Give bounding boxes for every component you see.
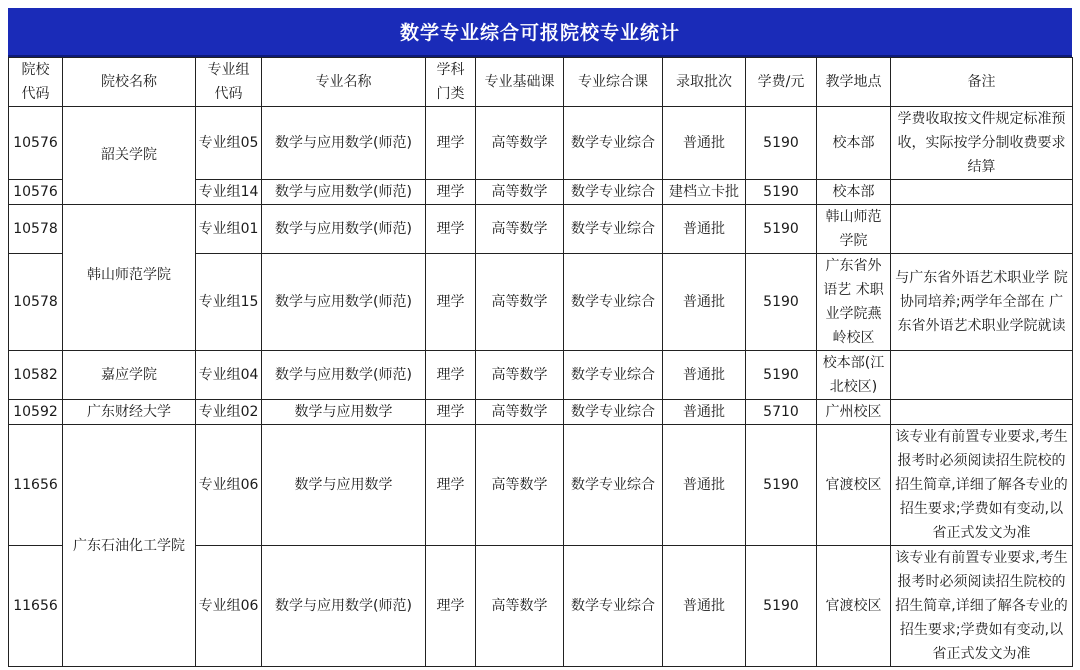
major-name: 数学与应用数学(师范) [262, 180, 426, 205]
fee: 5190 [746, 254, 817, 351]
remark [891, 400, 1073, 425]
school-code: 10582 [9, 351, 63, 400]
table-row [9, 351, 1073, 400]
major-name: 数学与应用数学(师范) [262, 254, 426, 351]
basic-course: 高等数学 [476, 546, 564, 667]
header-comprehensive-course: 专业综合课 [564, 58, 663, 107]
school-code: 10576 [9, 107, 63, 180]
fee: 5190 [746, 351, 817, 400]
header-location: 教学地点 [817, 58, 891, 107]
school-name: 广东石油化工学院 [63, 425, 196, 667]
major-name: 数学与应用数学(师范) [262, 205, 426, 254]
location: 韩山师范学院 [817, 205, 891, 254]
batch: 普通批 [663, 546, 746, 667]
batch: 普通批 [663, 107, 746, 180]
table-row [9, 400, 1073, 425]
group-code: 专业组05 [196, 107, 262, 180]
table-row [9, 107, 1073, 180]
major-name: 数学与应用数学 [262, 425, 426, 546]
batch: 建档立卡批 [663, 180, 746, 205]
fee: 5190 [746, 425, 817, 546]
fee: 5190 [746, 107, 817, 180]
comprehensive-course: 数学专业综合 [564, 180, 663, 205]
group-code: 专业组04 [196, 351, 262, 400]
batch: 普通批 [663, 425, 746, 546]
basic-course: 高等数学 [476, 205, 564, 254]
comprehensive-course: 数学专业综合 [564, 546, 663, 667]
header-row [9, 58, 1073, 107]
batch: 普通批 [663, 205, 746, 254]
table-row [9, 205, 1073, 254]
fee: 5190 [746, 546, 817, 667]
comprehensive-course: 数学专业综合 [564, 205, 663, 254]
comprehensive-course: 数学专业综合 [564, 400, 663, 425]
category: 理学 [426, 254, 476, 351]
header-school-name: 院校名称 [63, 58, 196, 107]
header-batch: 录取批次 [663, 58, 746, 107]
category: 理学 [426, 180, 476, 205]
basic-course: 高等数学 [476, 425, 564, 546]
school-code: 10578 [9, 254, 63, 351]
header-category: 学科 门类 [426, 58, 476, 107]
basic-course: 高等数学 [476, 180, 564, 205]
basic-course: 高等数学 [476, 254, 564, 351]
header-major-name: 专业名称 [262, 58, 426, 107]
school-code: 11656 [9, 425, 63, 546]
major-name: 数学与应用数学(师范) [262, 351, 426, 400]
table-row [9, 425, 1073, 546]
location: 校本部(江北校区) [817, 351, 891, 400]
header-fee: 学费/元 [746, 58, 817, 107]
school-name: 嘉应学院 [63, 351, 196, 400]
basic-course: 高等数学 [476, 400, 564, 425]
fee: 5710 [746, 400, 817, 425]
location: 广州校区 [817, 400, 891, 425]
category: 理学 [426, 546, 476, 667]
group-code: 专业组15 [196, 254, 262, 351]
school-name: 韩山师范学院 [63, 205, 196, 351]
basic-course: 高等数学 [476, 351, 564, 400]
school-code: 10576 [9, 180, 63, 205]
location: 官渡校区 [817, 546, 891, 667]
group-code: 专业组01 [196, 205, 262, 254]
fee: 5190 [746, 180, 817, 205]
header-remark: 备注 [891, 58, 1073, 107]
group-code: 专业组06 [196, 425, 262, 546]
batch: 普通批 [663, 254, 746, 351]
category: 理学 [426, 205, 476, 254]
school-name: 广东财经大学 [63, 400, 196, 425]
comprehensive-course: 数学专业综合 [564, 107, 663, 180]
remark [891, 205, 1073, 254]
location: 广东省外语艺 术职业学院燕岭校区 [817, 254, 891, 351]
basic-course: 高等数学 [476, 107, 564, 180]
group-code: 专业组14 [196, 180, 262, 205]
school-code: 10578 [9, 205, 63, 254]
remark: 该专业有前置专业要求,考生报考时必须阅读招生院校的招生简章,详细了解各专业的招生要求;学费如有变动,以省正式发文为准 [891, 425, 1073, 546]
remark [891, 351, 1073, 400]
school-code: 10592 [9, 400, 63, 425]
batch: 普通批 [663, 351, 746, 400]
remark [891, 180, 1073, 205]
remark: 该专业有前置专业要求,考生报考时必须阅读招生院校的招生简章,详细了解各专业的招生要求;学费如有变动,以省正式发文为准 [891, 546, 1073, 667]
major-name: 数学与应用数学(师范) [262, 107, 426, 180]
remark: 与广东省外语艺术职业学 院协同培养;两学年全部在 广东省外语艺术职业学院就读 [891, 254, 1073, 351]
table-title: 数学专业综合可报院校专业统计 [8, 8, 1072, 57]
category: 理学 [426, 400, 476, 425]
comprehensive-course: 数学专业综合 [564, 351, 663, 400]
statistics-table [8, 57, 1073, 667]
school-code: 11656 [9, 546, 63, 667]
school-name: 韶关学院 [63, 107, 196, 205]
group-code: 专业组02 [196, 400, 262, 425]
remark: 学费收取按文件规定标准预收，实际按学分制收费要求结算 [891, 107, 1073, 180]
location: 官渡校区 [817, 425, 891, 546]
comprehensive-course: 数学专业综合 [564, 254, 663, 351]
group-code: 专业组06 [196, 546, 262, 667]
location: 校本部 [817, 107, 891, 180]
location: 校本部 [817, 180, 891, 205]
header-group-code: 专业组 代码 [196, 58, 262, 107]
fee: 5190 [746, 205, 817, 254]
comprehensive-course: 数学专业综合 [564, 425, 663, 546]
major-name: 数学与应用数学 [262, 400, 426, 425]
category: 理学 [426, 425, 476, 546]
category: 理学 [426, 351, 476, 400]
header-basic-course: 专业基础课 [476, 58, 564, 107]
batch: 普通批 [663, 400, 746, 425]
major-name: 数学与应用数学(师范) [262, 546, 426, 667]
category: 理学 [426, 107, 476, 180]
header-school-code: 院校 代码 [9, 58, 63, 107]
